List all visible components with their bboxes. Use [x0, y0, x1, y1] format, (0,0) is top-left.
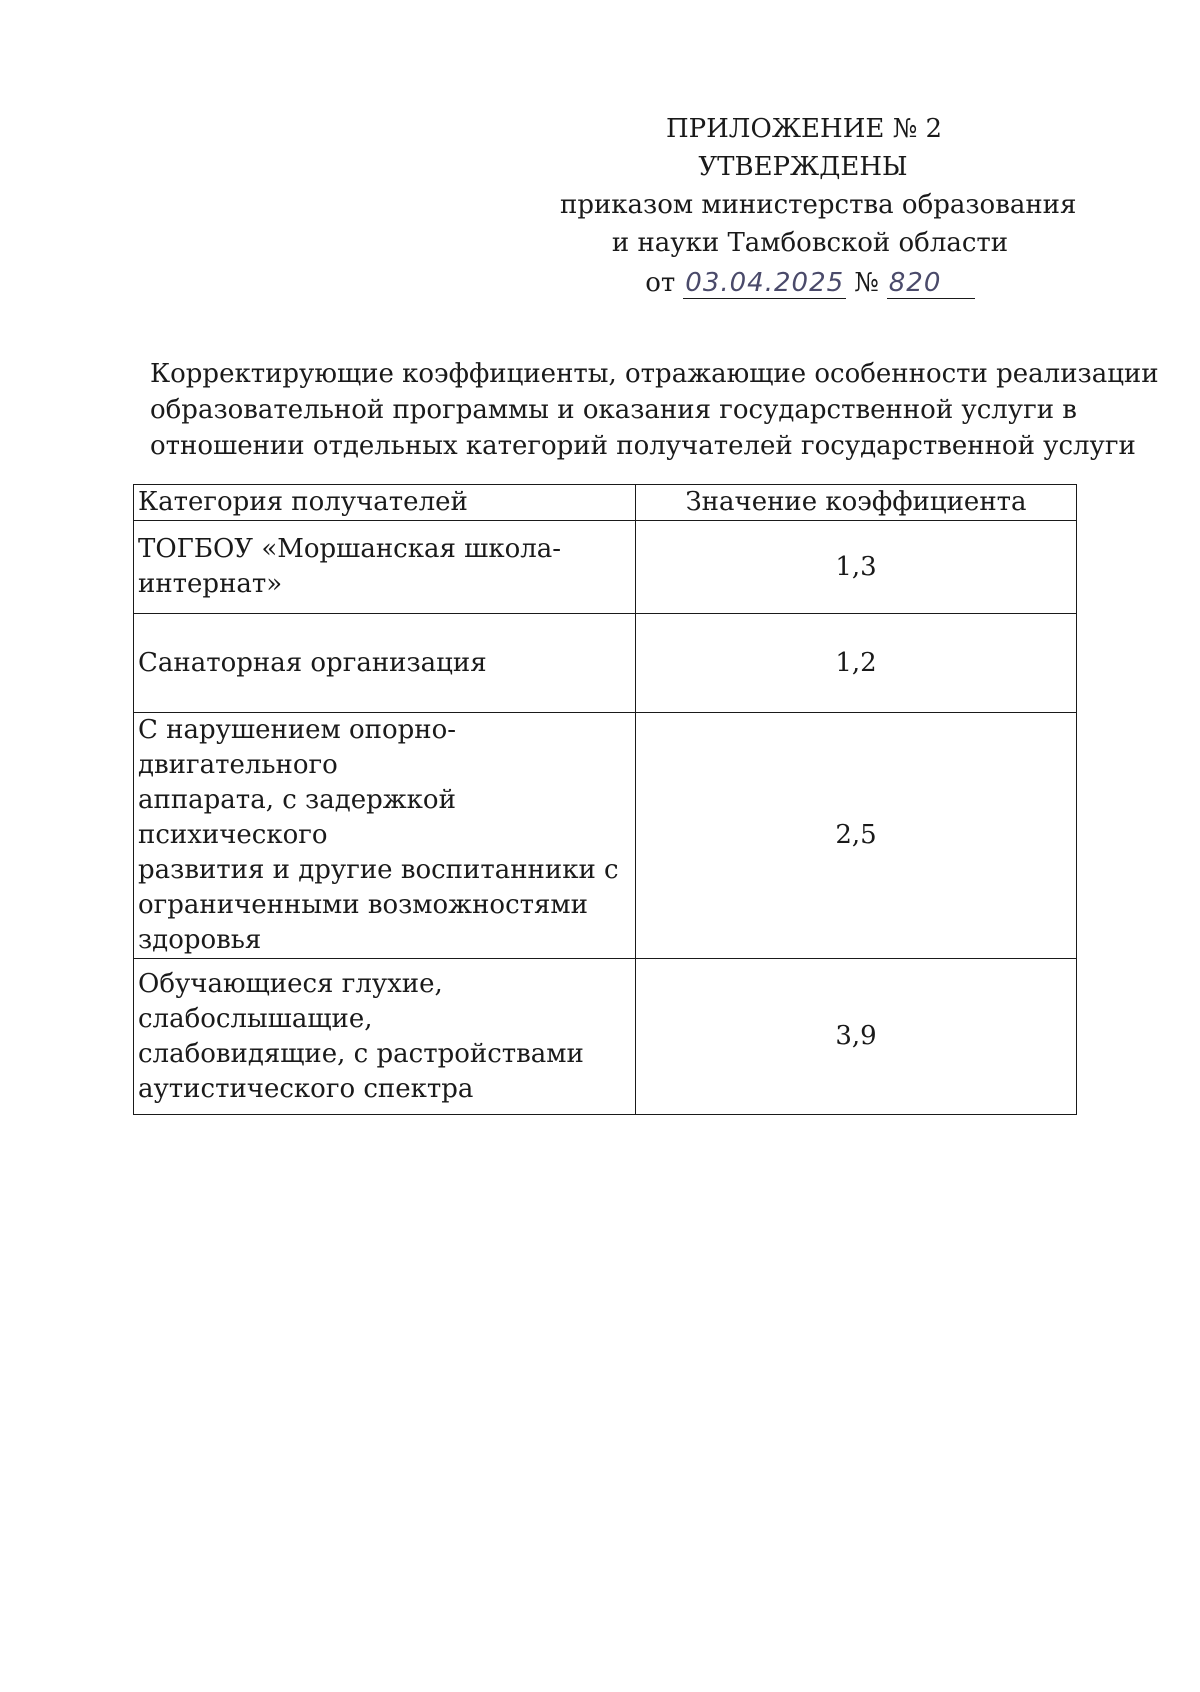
category-text-line: ограниченными возможностями	[138, 890, 588, 920]
header-category: Категория получателей	[134, 485, 636, 521]
category-cell	[134, 713, 636, 959]
order-issuer-line-1: приказом министерства образования	[560, 190, 1077, 220]
table-header-row	[134, 485, 1077, 521]
table-row	[134, 614, 1077, 713]
handwritten-order-date: 03.04.2025	[685, 268, 845, 298]
category-cell	[134, 614, 636, 713]
category-text-line: развития и другие воспитанники с	[138, 855, 619, 885]
coefficient-value-cell: 3,9	[636, 959, 1077, 1115]
category-text-line: слабовидящие, с растройствами	[138, 1038, 584, 1069]
coefficient-value-cell: 1,3	[636, 521, 1077, 614]
table-row	[134, 521, 1077, 614]
coefficient-value-cell: 1,2	[636, 614, 1077, 713]
title-line-3: отношении отдельных категорий получателей государственной услуги	[150, 431, 1136, 461]
handwritten-order-number: 820	[887, 268, 975, 299]
order-issuer-line-2: и науки Тамбовской области	[611, 228, 1009, 258]
approved-label: УТВЕРЖДЕНЫ	[698, 152, 908, 182]
category-cell	[134, 521, 636, 614]
document-title	[150, 356, 1159, 464]
header-coefficient-value: Значение коэффициента	[636, 485, 1077, 521]
table-row	[134, 959, 1077, 1115]
category-cell	[134, 959, 636, 1115]
category-text-line: здоровья	[138, 925, 262, 955]
coefficient-value-cell: 2,5	[636, 713, 1077, 959]
category-text-line: ТОГБОУ «Моршанская школа-	[138, 534, 562, 564]
category-text-line: аутистического спектра	[138, 1073, 474, 1104]
title-line-2: образовательной программы и оказания государственной услуги в	[150, 395, 1077, 425]
coefficients-table	[133, 484, 1077, 1115]
approval-block	[560, 110, 1077, 302]
category-text-line: интернат»	[138, 569, 283, 599]
order-date-number-line	[560, 264, 1060, 302]
number-label: №	[854, 268, 879, 298]
category-text-line: С нарушением опорно-двигательного	[138, 715, 457, 780]
annex-number: ПРИЛОЖЕНИЕ № 2	[665, 114, 943, 144]
title-line-1: Корректирующие коэффициенты, отражающие особенности реализации	[150, 359, 1159, 389]
category-text-line: Санаторная организация	[138, 647, 487, 678]
from-label: от	[645, 268, 676, 298]
category-text-line: Обучающиеся глухие, слабослышащие,	[138, 968, 443, 1034]
category-text-line: аппарата, с задержкой психического	[138, 785, 456, 850]
table-row	[134, 713, 1077, 959]
